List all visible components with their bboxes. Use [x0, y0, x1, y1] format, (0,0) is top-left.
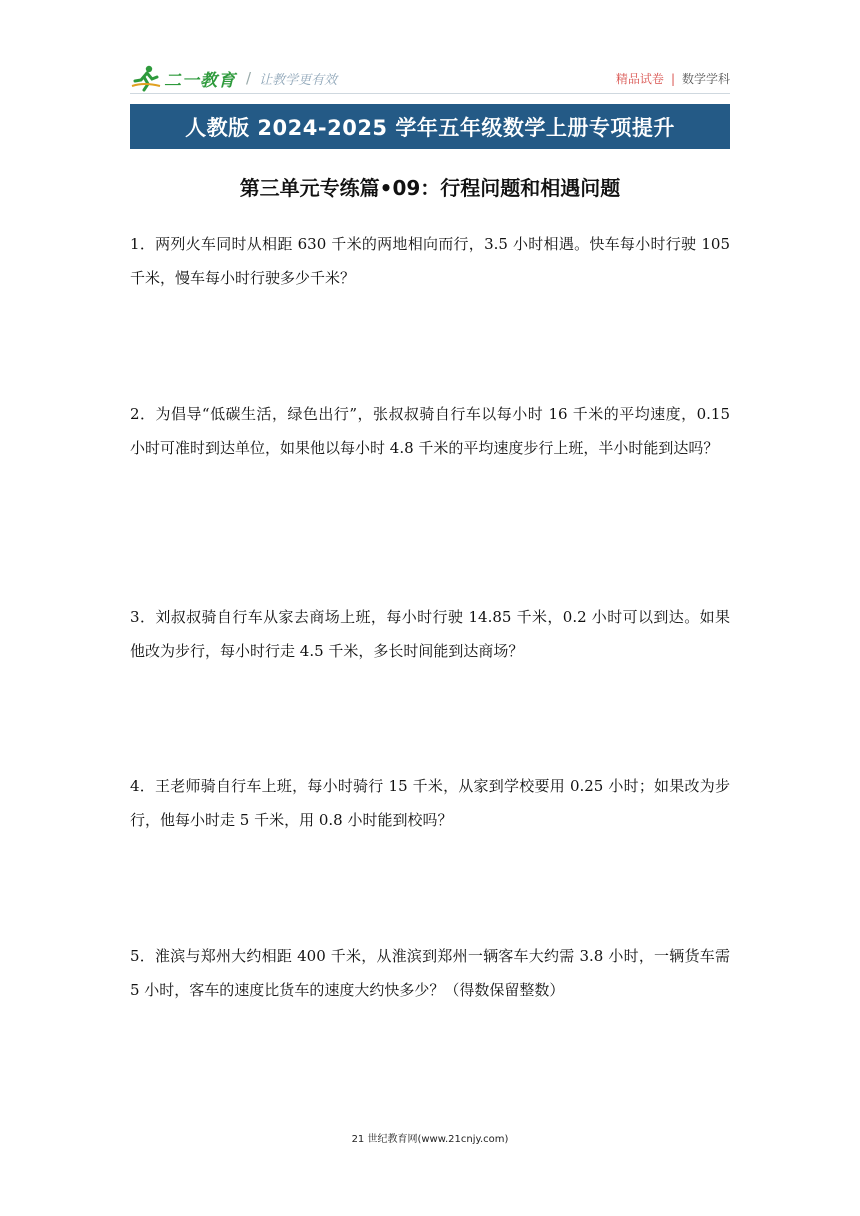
title-banner: [130, 104, 730, 149]
tag-separator: |: [670, 71, 675, 86]
page-footer: 21 世纪教育网(www.21cnjy.com): [351, 1134, 509, 1145]
subject-tag: 数学学科: [681, 72, 730, 86]
page-header: [130, 62, 730, 94]
problem-4: 4．王老师骑自行车上班，每小时骑行 15 千米，从家到学校要用 0.25 小时；如果改为步行，他每小时走 5 千米，用 0.8 小时能到校吗？: [130, 777, 730, 829]
problem-1: 1．两列火车同时从相距 630 千米的两地相向而行，3.5 小时相遇。快车每小时行驶 105 千米，慢车每小时行驶多少千米？: [130, 235, 730, 287]
header-divider: [130, 93, 730, 94]
problem-5: 5．淮滨与郑州大约相距 400 千米，从淮滨到郑州一辆客车大约需 3.8 小时，一辆货车需 5 小时，客车的速度比货车的速度大约快多少？（得数保留整数）: [130, 947, 730, 999]
brand-logo[interactable]: [130, 64, 337, 92]
logo-text: 二一教育: [164, 70, 236, 91]
page-subtitle: 第三单元专练篇•09：行程问题和相遇问题: [239, 176, 621, 200]
header-tags: [616, 70, 730, 87]
problem-2: 2．为倡导“低碳生活，绿色出行”，张叔叔骑自行车以每小时 16 千米的平均速度，0.15 小时可准时到达单位，如果他以每小时 4.8 千米的平均速度步行上班，半小时能到达吗？: [130, 405, 730, 457]
problem-3: 3．刘叔叔骑自行车从家去商场上班，每小时行驶 14.85 千米，0.2 小时可以到达。如果他改为步行，每小时行走 4.5 千米，多长时间能到达商场？: [130, 608, 730, 660]
running-figure-logo-icon: [130, 64, 162, 92]
logo-divider: /: [246, 69, 252, 87]
quality-tag: 精品试卷: [615, 72, 664, 86]
banner-title: 人教版 2024-2025 学年五年级数学上册专项提升: [185, 115, 675, 140]
logo-slogan: 让教学更有效: [259, 72, 338, 88]
